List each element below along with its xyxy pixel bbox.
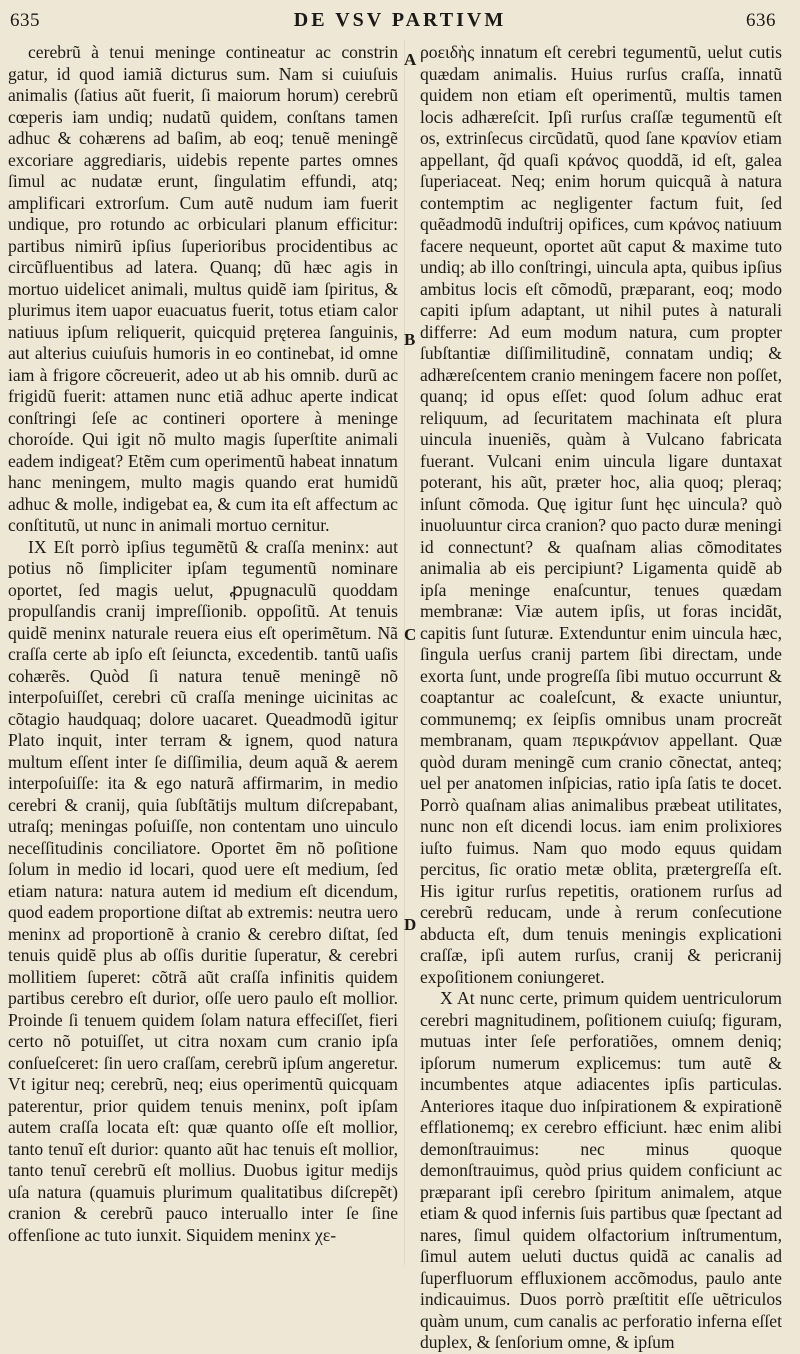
paragraph-cranium-ligaments: ροειδὴς innatum eſt cerebri tegumentũ, uelut cutis quædam animalis. Huius rurſus craſſa, innatũ quidem non etiam eſt operimentũ, multis tamen locis adhæreſcit. Ipſi rurſus craſſæ tegumentũ eſt os, extrinſecus circũdatũ, quod ſane κρανίον etiam appellant, q̃d quaſi κράνος quoddã, id eſt, galea ſuperiaceat. Neq; enim horum quicquã à natura contemptim ac negligenter factum fuit, ſed quẽadmodũ induſtrij opifices, cum κράνος natiuum facere nequeunt, oportet aũt caput & maxime tuto undiq; ab illo conſtringi, uincula apta, quibus ipſius ambitus locis eſt cõmodũ, præparant, eoq; modo capiti ipſum adaptant, ut nihil putes à naturali differre: Ad eum modum natura, cum propter ſubſtantiæ diſſimilitudinẽ, connatam undiq; & adhæreſcentem cranio meningem facere non poſſet, quanq; id opus eſſet: quod ſolum adhuc erat reliquum, ad ſecuritatem machinata eſt plura uincula inueniẽs, quàm à Vulcano fabricata fuerant. Vulcani enim uincula ligare duntaxat poterant, his aũt, præter hoc, alia quoq; pleraq; inſunt cõmoda. Quę igitur ſunt hęc uincula? quò inuoluuntur circa cranion? quo pacto duræ meningi id connectunt? & quaſnam alias cõmoditates animalia ab eis percipiunt? Ligamenta quidẽ ab ipſa meninge enaſcuntur, tenues quædam membranæ: Viæ autem ipſis, ut foras incidãt, capitis ſunt ſuturæ. Extenduntur enim uincula hæc, ſingula uerſus cranij partem ſibi directam, unde exorta ſunt, unde progreſſa ſibi mutuo occurrunt & coaptantur ac coaleſcunt, & exacte uniuntur, communemq; ex ſeipſis omnibus unam procreãt membranam, quam περικράνιον appellant. Quæ quòd duram meningẽ cum cranio cõnectat, anteq; uel per anatomen inſpicias, ratio ipſa ſatis te docet. Porrò quaſnam alias animalibus præbeat utilitates, nunc non eſt dicendi locus. iam enim prolixiores iuſto fuimus. Nam quo modo equus quidam percitus, ſic oratio metæ oblita, prætergreſſa eſt. His igitur rurſus repetitis, orationem rurſus ad cerebrũ reducam, unde à rerum conſecutione abducta eſt, dum tenuis meningis explicationi craſſæ, ipſi autem rurſus, cranij & pericranij expoſitionem coniungeret. bbox=[420, 42, 782, 987]
right-column bbox=[420, 42, 782, 1352]
page-number-left: 635 bbox=[10, 10, 40, 31]
margin-letter-c: C bbox=[404, 625, 417, 644]
page-number-right: 636 bbox=[746, 10, 776, 31]
left-column bbox=[8, 42, 398, 1267]
paragraph-chapter-ix: IX Eſt porrò ipſius tegumẽtũ & craſſa meninx: aut potius nõ ſimpliciter ipſam tegumentũ nominare oportet, ſed magis uelut, ꝓpugnaculũ quoddam propulſandis cranij impreſſionib. oppoſitũ. At tenuis quidẽ meninx naturale reuera eius eſt operimẽtum. Nã craſſa certe ab ipſo eſt ſeiuncta, excedentib. tantũ uaſis cohærẽs. Quòd ſi natura tenuẽ meningẽ nõ interpoſuiſſet, cerebri cũ craſſa meninge uicinitas ac cõtagio haudquaq; dolore uacaret. Queadmodũ igitur Plato inquit, inter terram & ignem, quod natura multum eſſent inter ſe diſſimilia, deum aquã & aerem interpoſuiſſe: ita & ego naturã affirmarim, in medio cerebri & cranij, quia ſubſtãtijs multum diſcrepabant, utraſq; meningas poſuiſſe, non contentam uno uinculo neceſſitudinis conciliatore. Oportet ẽm nõ poſitione ſolum in medio id locari, quod uere eſt medium, ſed etiam natura: natura autem id medium eſt dicendum, quod eadem proportione diſtat ab extremis: neutra uero meninx ad proportionẽ à cranio & cerebro diſtat, ſed tenuis quidẽ plus ab oſſis duritie ſuperatur, & cerebri mollitiem ſuperet: cõtrã aũt craſſa infinitis quidem partibus cerebro eſt durior, oſſe uero paulo eſt mollior. Proinde ſi tenuem quidem ſolam natura effeciſſet, fieri certo nõ potuiſſet, ut citra noxam cum cranio ipſa conſueſceret: ſin uero craſſam, cerebrũ ipſum angeretur. Vt igitur neq; cerebrũ, neq; eius operimentũ quicquam paterentur, prior quidem tenuis meninx, poſt ipſam autem craſſa locata eſt: quæ quanto oſſe eſt mollior, tanto tenuĩ eſt durior: quanto aũt hac tenuis eſt mollior, tanto tenuĩ cerebrũ eſt mollius. Duobus igitur medijs uſa natura (quamuis plurimum qualitatibus diſcrepẽt) cranion & cerebrũ pauco interuallo inter ſe ſine offenſione ac tuto iunxit. Siquidem meninx χε- bbox=[8, 536, 398, 1245]
running-title: DE VSV PARTIVM bbox=[293, 9, 507, 31]
page-header bbox=[0, 0, 800, 40]
paragraph-chapter-x: X At nunc certe, primum quidem uentriculorum cerebri magnitudinem, poſitionem cuiuſq; figuram, mutuas inter ſeſe perforatiões, omnem deniq; ipſorum numerum explicemus: tum autẽ & incumbentes atque adiacentes ipſis particulas. Anteriores itaque duo inſpirationem & expirationẽ efflationemq; ex cerebro efficiunt. hæc enim alibi demonſtrauimus: nec minus quoque demonſtrauimus, quòd prius quidem conficiunt ac præparant ipſi cerebro ſpiritum animalem, atque etiam & quod infernis ſuis partibus quæ ſpectant ad nares, ſimul quidem olfactorium inſtrumentum, ſimul autem ueluti ductus quidã ac canalis ad ſuperfluorum effluxionem accõmodus, paulo ante indicauimus. Duos porrò præſtitit eſſe uẽtriculos quàm unum, cum canalis ac perforatio inferna eſſet duplex, & ſenſorium omne, & ipſum bbox=[420, 988, 782, 1352]
column-gutter bbox=[404, 40, 405, 1265]
margin-letter-b: B bbox=[404, 330, 416, 349]
paragraph-cerebrum-meninx: cerebrũ à tenui meninge contineatur ac constrin gatur, id quod iamiã dicturus sum. Nam si cuiuſuis animalis (ſatius aũt fuerit, ſi maiorum horum) cerebrũ cœperis iam undiq; nudatũ quidem, conſtans tamen adhuc & cohærens ad baſim, ab eoq; tenuẽ meningẽ excoriare aggrediaris, uidebis repente partes omnes ſimul ac nudatæ erunt, ſingulatim effundi, atq; amplificari extrorſum. Cum autẽ nudum iam fuerit undique, pro rotundo ac orbiculari planum efficitur: partibus nimirũ ipſius ſuperioribus procidentibus ac circũfluentibus ad latera. Quanq; dũ hæc agis in mortuo uidelicet animali, multus quidẽ iam ſpiritus, & plurimus item uapor euacuatus fuerit, totus etiam calor natiuus ipſum reliquerit, quicquid pręterea ſanguinis, aut alterius cuiuſuis humoris in eo continebat, id omne iam à frigore cõcreuerit, adeo ut ab his omnib. durũ ac frigidũ fuerit: attamen nunc etiã adhuc aperte indicat conſtringi ſeſe ac contineri oportere à meninge choroíde. Qui igit nõ multo magis ſuperſtite animali eadem indigeat? Etẽm cum operimentũ habeat innatum hanc meningem, multo magis quando erat humidũ adhuc & molle, indigebat ea, & cum ita eſt affectum ac conſtitutũ, ut nunc in animali mortuo cernitur. bbox=[8, 42, 398, 535]
margin-letter-d: D bbox=[404, 915, 417, 934]
margin-letter-a: A bbox=[404, 50, 417, 69]
